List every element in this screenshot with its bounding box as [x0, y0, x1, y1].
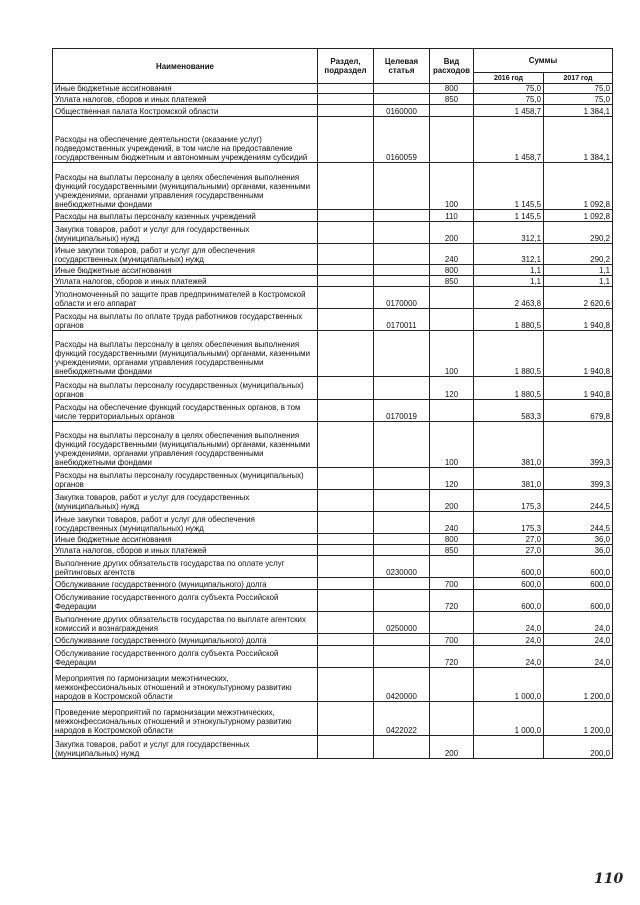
table-row	[53, 287, 613, 309]
row-sum-2016: 1 880,5	[474, 331, 544, 377]
row-sum-2017: 2 620,6	[544, 287, 613, 309]
row-target	[374, 646, 430, 668]
row-section	[318, 512, 374, 534]
row-target	[374, 222, 430, 244]
row-sum-2016: 1,1	[474, 265, 544, 276]
row-type	[430, 105, 474, 117]
row-section	[318, 94, 374, 105]
row-target: 0170019	[374, 400, 430, 422]
table-row	[53, 422, 613, 468]
row-sum-2017: 399,3	[544, 468, 613, 490]
row-section	[318, 244, 374, 265]
row-target: 0160000	[374, 105, 430, 117]
row-name: Мероприятия по гармонизации межэтнических, межконфессиональных отношений и этнокультурному развитию народов в Костромской области	[53, 668, 318, 702]
row-sum-2017: 600,0	[544, 578, 613, 590]
row-section	[318, 634, 374, 646]
row-section	[318, 377, 374, 400]
table-row	[53, 578, 613, 590]
header-target: Целевая статья	[374, 49, 430, 84]
row-name: Закупка товаров, работ и услуг для государственных (муниципальных) нужд	[53, 736, 318, 759]
row-target	[374, 94, 430, 105]
row-sum-2017: 75,0	[544, 94, 613, 105]
row-section	[318, 222, 374, 244]
table-row	[53, 210, 613, 222]
row-type: 120	[430, 377, 474, 400]
row-name: Расходы на обеспечение деятельности (оказание услуг) подведомственных учреждений, в том числе на предоставление государственным бюджетным и автономным учреждениям субсидий	[53, 117, 318, 163]
row-sum-2016: 381,0	[474, 468, 544, 490]
budget-table-sheet	[52, 48, 612, 759]
row-sum-2017: 290,2	[544, 222, 613, 244]
table-row	[53, 244, 613, 265]
row-name: Проведение мероприятий по гармонизации межэтнических, межконфессиональных отношений и этнокультурному развитию народов в Костромской области	[53, 702, 318, 736]
row-target	[374, 468, 430, 490]
budget-table	[52, 48, 613, 759]
table-row	[53, 309, 613, 331]
row-name: Расходы на выплаты персоналу в целях обеспечения выполнения функций государственными (муниципальными) органами, казенными учреждениями, органами управления государственными внебюджетными фондами	[53, 331, 318, 377]
row-name: Обслуживание государственного долга субъекта Российской Федерации	[53, 646, 318, 668]
row-target	[374, 276, 430, 287]
row-name: Расходы на выплаты персоналу государственных (муниципальных) органов	[53, 377, 318, 400]
row-sum-2017: 244,5	[544, 512, 613, 534]
row-sum-2017: 290,2	[544, 244, 613, 265]
row-section	[318, 276, 374, 287]
row-sum-2017: 24,0	[544, 646, 613, 668]
row-type: 720	[430, 646, 474, 668]
header-type: Вид расходов	[430, 49, 474, 84]
row-type: 100	[430, 422, 474, 468]
row-target	[374, 634, 430, 646]
row-type: 800	[430, 534, 474, 545]
table-row	[53, 545, 613, 556]
row-name: Иные бюджетные ассигнования	[53, 84, 318, 94]
row-sum-2016: 175,3	[474, 512, 544, 534]
row-sum-2017: 24,0	[544, 612, 613, 634]
row-type: 700	[430, 634, 474, 646]
row-sum-2017: 75,0	[544, 84, 613, 94]
header-name: Наименование	[53, 49, 318, 84]
table-row	[53, 646, 613, 668]
row-sum-2016: 1 000,0	[474, 702, 544, 736]
row-type	[430, 668, 474, 702]
row-target: 0250000	[374, 612, 430, 634]
header-year-2016: 2016 год	[474, 73, 544, 84]
table-row	[53, 634, 613, 646]
row-name: Расходы на выплаты персоналу в целях обеспечения выполнения функций государственными (муниципальными) органами, казенными учреждениями, органами управления государственными внебюджетными фондами	[53, 422, 318, 468]
table-row	[53, 163, 613, 210]
row-sum-2017: 1,1	[544, 265, 613, 276]
row-type: 850	[430, 94, 474, 105]
row-section	[318, 331, 374, 377]
table-row	[53, 590, 613, 612]
row-section	[318, 309, 374, 331]
row-sum-2016: 312,1	[474, 244, 544, 265]
row-name: Обслуживание государственного долга субъекта Российской Федерации	[53, 590, 318, 612]
row-section	[318, 84, 374, 94]
row-type: 720	[430, 590, 474, 612]
table-row	[53, 736, 613, 759]
row-sum-2016: 1 000,0	[474, 668, 544, 702]
row-sum-2016: 1 880,5	[474, 309, 544, 331]
row-target	[374, 534, 430, 545]
row-type	[430, 287, 474, 309]
row-target	[374, 736, 430, 759]
row-target	[374, 490, 430, 512]
table-row	[53, 512, 613, 534]
row-sum-2017: 1 092,8	[544, 163, 613, 210]
row-name: Расходы на выплаты персоналу государственных (муниципальных) органов	[53, 468, 318, 490]
row-name: Выполнение других обязательств государства по оплате услуг рейтинговых агентств	[53, 556, 318, 578]
header-section: Раздел, подраздел	[318, 49, 374, 84]
row-section	[318, 468, 374, 490]
row-target	[374, 590, 430, 612]
row-name: Выполнение других обязательств государства по выплате агентских комиссий и вознаграждения	[53, 612, 318, 634]
table-row	[53, 94, 613, 105]
row-name: Иные бюджетные ассигнования	[53, 265, 318, 276]
row-section	[318, 105, 374, 117]
row-type: 800	[430, 84, 474, 94]
row-section	[318, 590, 374, 612]
row-section	[318, 163, 374, 210]
row-section	[318, 736, 374, 759]
row-type: 700	[430, 578, 474, 590]
row-target	[374, 331, 430, 377]
row-sum-2017: 1 200,0	[544, 668, 613, 702]
row-sum-2016: 1 880,5	[474, 377, 544, 400]
row-sum-2016: 24,0	[474, 634, 544, 646]
row-name: Уплата налогов, сборов и иных платежей	[53, 545, 318, 556]
row-section	[318, 578, 374, 590]
row-name: Закупка товаров, работ и услуг для государственных (муниципальных) нужд	[53, 490, 318, 512]
row-type	[430, 702, 474, 736]
row-section	[318, 287, 374, 309]
row-sum-2016: 381,0	[474, 422, 544, 468]
row-target	[374, 377, 430, 400]
row-target: 0170000	[374, 287, 430, 309]
row-sum-2017: 200,0	[544, 736, 613, 759]
row-sum-2017: 1 384,1	[544, 117, 613, 163]
row-name: Расходы на выплаты по оплате труда работников государственных органов	[53, 309, 318, 331]
row-sum-2016: 312,1	[474, 222, 544, 244]
row-sum-2017: 1 940,8	[544, 377, 613, 400]
row-target	[374, 244, 430, 265]
row-type: 120	[430, 468, 474, 490]
row-section	[318, 534, 374, 545]
row-sum-2016: 27,0	[474, 545, 544, 556]
row-name: Закупка товаров, работ и услуг для государственных (муниципальных) нужд	[53, 222, 318, 244]
table-row	[53, 534, 613, 545]
row-target: 0420000	[374, 668, 430, 702]
table-row	[53, 490, 613, 512]
row-name: Иные закупки товаров, работ и услуг для обеспечения государственных (муниципальных) нужд	[53, 512, 318, 534]
row-type: 850	[430, 545, 474, 556]
table-row	[53, 117, 613, 163]
row-type	[430, 400, 474, 422]
row-section	[318, 422, 374, 468]
row-type: 850	[430, 276, 474, 287]
row-sum-2016: 24,0	[474, 646, 544, 668]
table-row	[53, 702, 613, 736]
row-type: 100	[430, 331, 474, 377]
table-row	[53, 84, 613, 94]
row-name: Расходы на выплаты персоналу казенных учреждений	[53, 210, 318, 222]
row-sum-2016	[474, 736, 544, 759]
row-type: 200	[430, 736, 474, 759]
row-sum-2017: 600,0	[544, 590, 613, 612]
row-sum-2016: 27,0	[474, 534, 544, 545]
row-name: Уплата налогов, сборов и иных платежей	[53, 276, 318, 287]
row-name: Иные бюджетные ассигнования	[53, 534, 318, 545]
row-sum-2016: 1 458,7	[474, 105, 544, 117]
row-type	[430, 612, 474, 634]
table-body	[53, 84, 613, 759]
row-section	[318, 702, 374, 736]
row-target	[374, 422, 430, 468]
row-type	[430, 556, 474, 578]
row-sum-2017: 36,0	[544, 534, 613, 545]
row-sum-2017: 24,0	[544, 634, 613, 646]
row-sum-2017: 600,0	[544, 556, 613, 578]
row-name: Уполномоченный по защите прав предпринимателей в Костромской области и его аппарат	[53, 287, 318, 309]
row-sum-2017: 36,0	[544, 545, 613, 556]
row-section	[318, 545, 374, 556]
row-section	[318, 210, 374, 222]
row-name: Уплата налогов, сборов и иных платежей	[53, 94, 318, 105]
row-sum-2016: 24,0	[474, 612, 544, 634]
row-section	[318, 117, 374, 163]
row-section	[318, 490, 374, 512]
table-row	[53, 105, 613, 117]
row-sum-2017: 399,3	[544, 422, 613, 468]
row-target	[374, 512, 430, 534]
table-row	[53, 331, 613, 377]
row-section	[318, 400, 374, 422]
row-name: Обслуживание государственного (муниципального) долга	[53, 634, 318, 646]
table-row	[53, 222, 613, 244]
row-target: 0230000	[374, 556, 430, 578]
table-row	[53, 400, 613, 422]
row-name: Иные закупки товаров, работ и услуг для обеспечения государственных (муниципальных) нужд	[53, 244, 318, 265]
table-row	[53, 556, 613, 578]
row-sum-2016: 600,0	[474, 578, 544, 590]
row-type	[430, 117, 474, 163]
row-type: 240	[430, 244, 474, 265]
row-section	[318, 556, 374, 578]
row-section	[318, 646, 374, 668]
row-type: 200	[430, 222, 474, 244]
header-year-2017: 2017 год	[544, 73, 613, 84]
row-target	[374, 545, 430, 556]
row-sum-2017: 1 940,8	[544, 331, 613, 377]
page-number: 110	[594, 871, 624, 887]
row-sum-2016: 1,1	[474, 276, 544, 287]
row-target	[374, 578, 430, 590]
row-sum-2017: 1 384,1	[544, 105, 613, 117]
row-target: 0170011	[374, 309, 430, 331]
row-sum-2016: 175,3	[474, 490, 544, 512]
row-sum-2017: 1 092,8	[544, 210, 613, 222]
row-name: Расходы на обеспечение функций государственных органов, в том числе территориальных органов	[53, 400, 318, 422]
row-name: Общественная палата Костромской области	[53, 105, 318, 117]
row-target	[374, 84, 430, 94]
row-sum-2016: 600,0	[474, 590, 544, 612]
row-sum-2016: 75,0	[474, 94, 544, 105]
row-sum-2016: 1 458,7	[474, 117, 544, 163]
table-row	[53, 612, 613, 634]
table-row	[53, 377, 613, 400]
row-sum-2016: 583,3	[474, 400, 544, 422]
row-section	[318, 668, 374, 702]
row-target	[374, 210, 430, 222]
row-name: Расходы на выплаты персоналу в целях обеспечения выполнения функций государственными (муниципальными) органами, казенными учреждениями, органами управления государственными внебюджетными фондами	[53, 163, 318, 210]
row-target: 0160059	[374, 117, 430, 163]
table-row	[53, 276, 613, 287]
table-row	[53, 468, 613, 490]
row-type: 800	[430, 265, 474, 276]
row-sum-2016: 75,0	[474, 84, 544, 94]
row-sum-2016: 600,0	[474, 556, 544, 578]
row-type: 200	[430, 490, 474, 512]
table-row	[53, 668, 613, 702]
header-sums: Суммы	[474, 49, 613, 73]
row-target	[374, 265, 430, 276]
row-type: 110	[430, 210, 474, 222]
row-sum-2017: 1 940,8	[544, 309, 613, 331]
row-type	[430, 309, 474, 331]
row-sum-2016: 1 145,5	[474, 163, 544, 210]
row-sum-2016: 1 145,5	[474, 210, 544, 222]
row-section	[318, 265, 374, 276]
row-sum-2017: 244,5	[544, 490, 613, 512]
table-row	[53, 265, 613, 276]
row-sum-2016: 2 463,8	[474, 287, 544, 309]
row-type: 240	[430, 512, 474, 534]
row-sum-2017: 1,1	[544, 276, 613, 287]
row-target: 0422022	[374, 702, 430, 736]
row-section	[318, 612, 374, 634]
row-sum-2017: 1 200,0	[544, 702, 613, 736]
row-name: Обслуживание государственного (муниципального) долга	[53, 578, 318, 590]
row-sum-2017: 679,8	[544, 400, 613, 422]
row-target	[374, 163, 430, 210]
row-type: 100	[430, 163, 474, 210]
